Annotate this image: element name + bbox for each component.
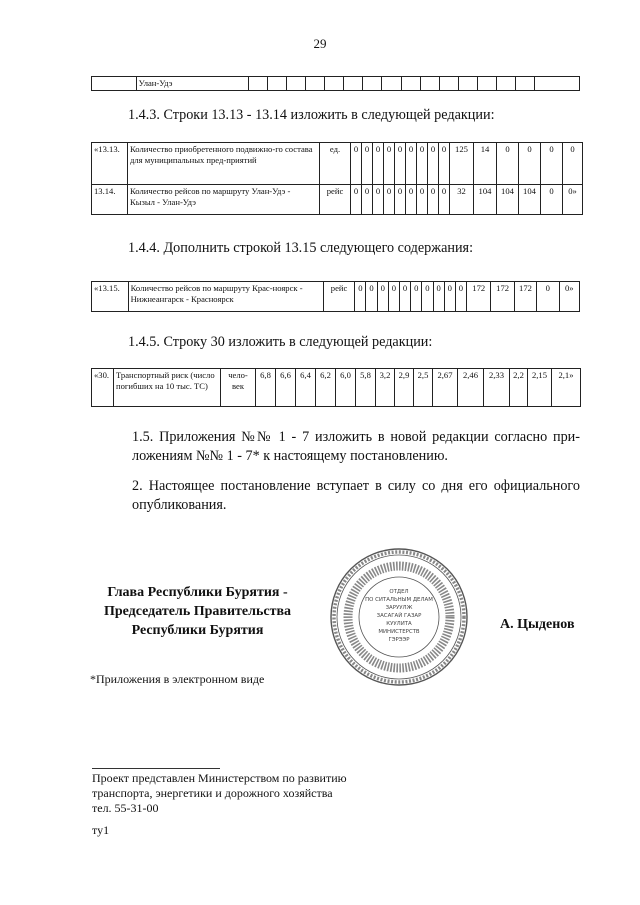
page-number: 29 xyxy=(313,36,327,51)
row-label: Количество приобретенного подвижно-го состава для муниципальных пред-приятий xyxy=(128,143,320,185)
cell-value: 172 xyxy=(467,282,491,312)
paragraph-2 xyxy=(92,477,580,515)
cell-value: 0 xyxy=(351,185,362,215)
row-label: Улан-Удэ xyxy=(136,77,248,91)
cell-value: 0 xyxy=(417,143,428,185)
row-number: «13.13. xyxy=(92,143,128,185)
cell-value: 0 xyxy=(406,143,417,185)
cell-value: 0» xyxy=(559,282,580,312)
official-seal-stamp xyxy=(327,545,471,689)
row-number: «30. xyxy=(92,369,114,407)
signatory-title-line: Республики Бурятия xyxy=(131,623,264,638)
table-row xyxy=(92,369,581,407)
cell-value: 0 xyxy=(519,143,541,185)
seal-line: ГЭРЭЭР xyxy=(388,637,410,643)
cell-value: 0 xyxy=(541,185,563,215)
cell-value: 0 xyxy=(455,282,466,312)
cell-value: 0 xyxy=(373,143,384,185)
cell-value: 32 xyxy=(450,185,474,215)
seal-line: КУУЛИТА xyxy=(386,621,412,627)
section-1-4-4-heading: 1.4.4. Дополнить строкой 13.15 следующего содержания: xyxy=(128,240,474,256)
paragraph-1-5 xyxy=(92,428,580,466)
seal-line: МИНИСТЕРСТВ xyxy=(378,629,420,635)
cell-value: 2,2 xyxy=(510,369,528,407)
cell-value: 0 xyxy=(362,143,373,185)
table-1-4-4 xyxy=(91,281,580,312)
cell-value: 104 xyxy=(497,185,519,215)
cell-value: 3,2 xyxy=(376,369,395,407)
cell-value: 0 xyxy=(497,143,519,185)
cell-value: 0 xyxy=(395,185,406,215)
cell-value: 2,9 xyxy=(395,369,414,407)
cell-value: 0 xyxy=(428,143,439,185)
cell-value: 2,33 xyxy=(484,369,510,407)
appendix-note: *Приложения в электронном виде xyxy=(90,672,265,686)
cell-value: 2,1» xyxy=(552,369,581,407)
cell-value: 0 xyxy=(399,282,410,312)
cell-value: 6,8 xyxy=(256,369,276,407)
cell-value: 0 xyxy=(428,185,439,215)
cell-value: 6,4 xyxy=(296,369,316,407)
row-label: Количество рейсов по маршруту Улан-Удэ - Кызыл - Улан-Удэ xyxy=(128,185,320,215)
row-unit: рейс xyxy=(323,282,355,312)
cell-value: 0 xyxy=(537,282,559,312)
table-row xyxy=(92,282,580,312)
table-row xyxy=(92,143,583,185)
cell-value: 0 xyxy=(373,185,384,215)
cell-value: 172 xyxy=(514,282,536,312)
table-1-4-5 xyxy=(91,368,581,407)
cell-value: 0 xyxy=(377,282,388,312)
seal-line: ОТДЕЛ xyxy=(389,589,409,595)
signatory-title xyxy=(70,583,325,640)
row-number xyxy=(92,77,137,91)
signatory-title-line: Глава Республики Бурятия - xyxy=(107,585,288,600)
footer-line: Проект представлен Министерством по развитию xyxy=(92,771,347,785)
cell-value: 2,15 xyxy=(528,369,552,407)
seal-line: ПО СИТАЛЬНЫМ ДЕЛАМ xyxy=(365,597,433,603)
row-unit: рейс xyxy=(320,185,351,215)
footer-info xyxy=(92,771,347,816)
table-1-4-3 xyxy=(91,142,583,215)
cell-value: 2,67 xyxy=(433,369,458,407)
cell-value: 0 xyxy=(395,143,406,185)
seal-line: ЗАСАГАЙ ГАЗАР xyxy=(376,613,422,619)
row-unit: ед. xyxy=(320,143,351,185)
signatory-name: А. Цыденов xyxy=(500,617,575,632)
cell-value: 0 xyxy=(406,185,417,215)
paragraph-1-5-text: 1.5. Приложения №№ 1 - 7 изложить в новой редакции согласно при-ложениям №№ 1 - 7* к настоящему постановлению. xyxy=(132,429,580,464)
cell-value: 2,5 xyxy=(414,369,433,407)
cell-value: 5,8 xyxy=(356,369,376,407)
paragraph-2-text: 2. Настоящее постановление вступает в силу со дня его официального опубликования. xyxy=(132,478,580,513)
cell-value: 0 xyxy=(422,282,433,312)
row-label: Транспортный риск (число погибших на 10 тыс. ТС) xyxy=(114,369,221,407)
cell-value: 0 xyxy=(433,282,444,312)
cell-value: 0 xyxy=(439,185,450,215)
cell-value: 0 xyxy=(366,282,377,312)
row-label: Количество рейсов по маршруту Крас-ноярск - Нижнеангарск - Красноярск xyxy=(128,282,323,312)
document-code: ту1 xyxy=(92,823,110,837)
cell-value: 0 xyxy=(388,282,399,312)
cell-value: 0 xyxy=(351,143,362,185)
cell-value: 0 xyxy=(444,282,455,312)
section-1-4-5-heading: 1.4.5. Строку 30 изложить в следующей редакции: xyxy=(128,334,433,350)
footer-line: тел. 55-31-00 xyxy=(92,801,159,815)
seal-line: ЗАРУУЛЖ xyxy=(385,605,413,611)
cell-value: 0 xyxy=(417,185,428,215)
row-number: 13.14. xyxy=(92,185,128,215)
table-row xyxy=(92,77,580,91)
section-1-4-3-heading: 1.4.3. Строки 13.13 - 13.14 изложить в следующей редакции: xyxy=(128,107,495,123)
cell-value: 0 xyxy=(439,143,450,185)
row-number: «13.15. xyxy=(92,282,129,312)
cell-value: 0 xyxy=(362,185,373,215)
cell-value: 2,46 xyxy=(458,369,484,407)
cell-value: 104 xyxy=(474,185,497,215)
cell-value: 0 xyxy=(355,282,366,312)
cell-value: 0 xyxy=(541,143,563,185)
cell-value: 6,6 xyxy=(276,369,296,407)
cell-value: 6,0 xyxy=(336,369,356,407)
footer-divider xyxy=(92,768,220,769)
cell-value: 0» xyxy=(563,185,583,215)
signatory-title-line: Председатель Правительства xyxy=(103,604,292,619)
table-row xyxy=(92,185,583,215)
top-table xyxy=(91,76,580,91)
cell-value: 0 xyxy=(384,143,395,185)
cell-value: 0 xyxy=(563,143,583,185)
footer-line: транспорта, энергетики и дорожного хозяйства xyxy=(92,786,333,800)
cell-value: 0 xyxy=(411,282,422,312)
cell-value: 125 xyxy=(450,143,474,185)
row-unit: чело-век xyxy=(221,369,256,407)
cell-value: 0 xyxy=(384,185,395,215)
cell-value: 172 xyxy=(491,282,514,312)
cell-value: 14 xyxy=(474,143,497,185)
cell-value: 6,2 xyxy=(316,369,336,407)
cell-value: 104 xyxy=(519,185,541,215)
